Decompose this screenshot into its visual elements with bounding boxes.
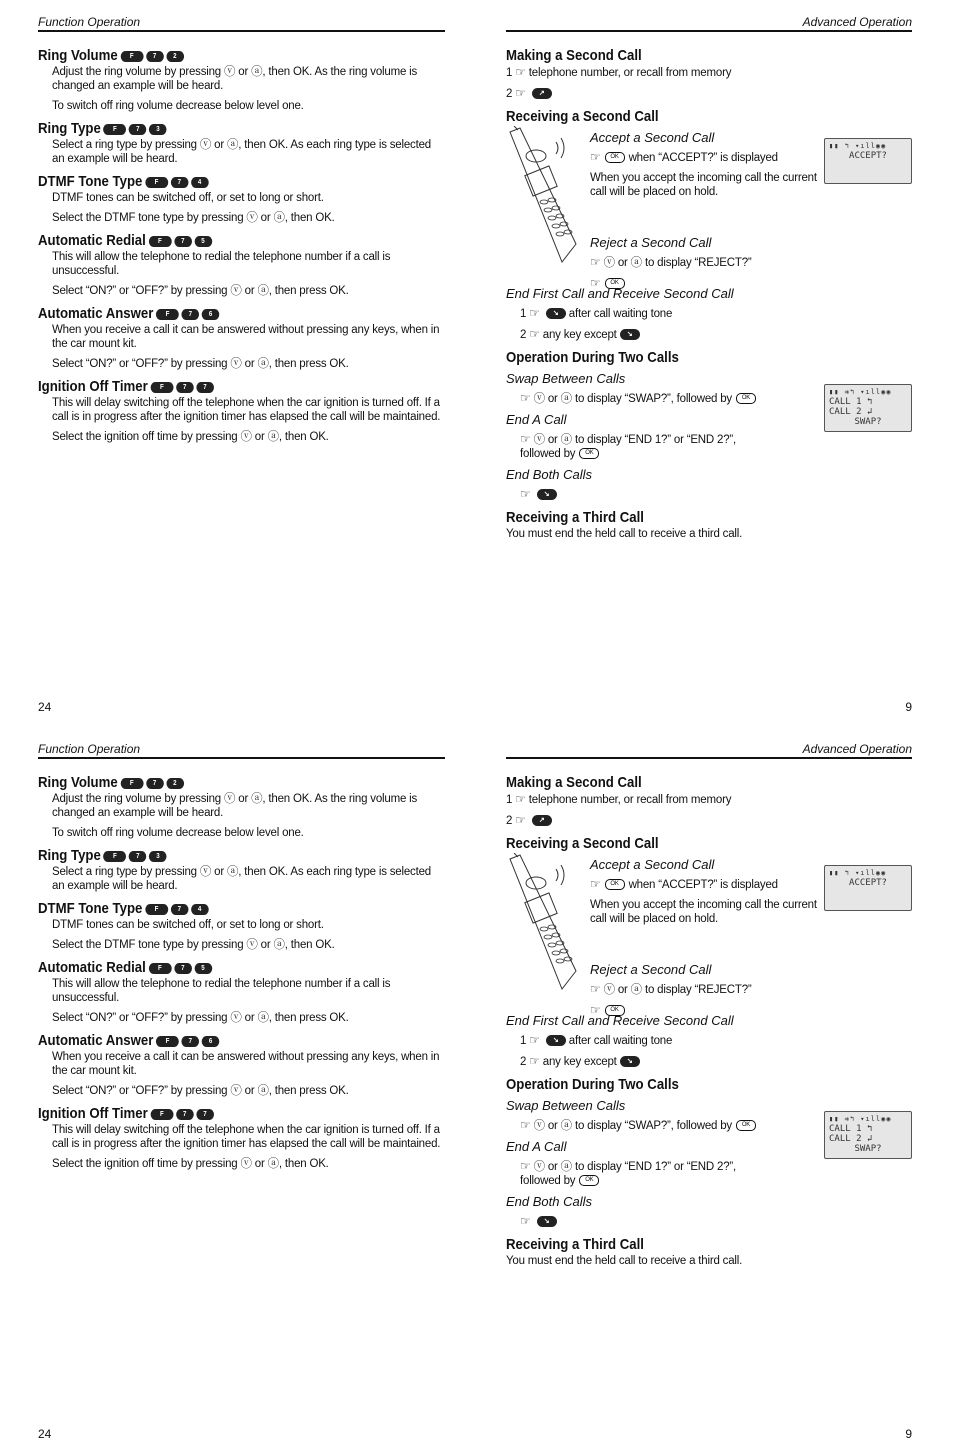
function-key-icon: F [148,236,171,247]
pointing-hand-icon: ☞ [520,391,531,405]
ok-key-icon: OK [736,1120,756,1131]
end-both-instruction [520,487,912,502]
ring-type-heading: Ring Type F 7 3 [38,846,396,865]
third-call-section [506,508,912,541]
ring-volume-off-note: To switch off ring volume decrease below level one. [52,827,304,839]
reject-subheading: Reject a Second Call [590,235,712,250]
dtmf-heading: DTMF Tone Type F 7 4 [38,899,396,918]
accept-reject-block [506,126,912,290]
pointing-hand-icon: ☞ [515,65,526,79]
end-both-subheading: End Both Calls [506,1194,592,1209]
dtmf-section [38,172,445,225]
end-a-call-subheading: End A Call [506,1139,567,1154]
right-page [506,727,912,1454]
dtmf-instructions: Select the DTMF tone type by pressing ⓥ or ⓐ, then OK. [52,939,335,951]
function-key-icon: F [103,124,126,135]
right-page-header: Advanced Operation [506,741,912,759]
pointing-hand-icon: ☞ [590,276,601,290]
function-key-icon: F [156,1036,179,1047]
function-key-icon: F [103,851,126,862]
ignition-timer-heading: Ignition Off Timer F 7 7 [38,377,396,396]
ring-volume-section [38,773,445,840]
auto-answer-section [38,304,445,371]
ok-key-icon: OK [605,278,625,289]
end-key-icon: ↘ [546,308,566,319]
end-both-subheading: End Both Calls [506,467,592,482]
end-first-step-2: 2 ☞ any key except ↘ [520,1054,912,1069]
lcd-status-icons: ▮▮ ↰ ▾ıll◉◉ [829,869,887,877]
pointing-hand-icon: ☞ [520,432,531,446]
lcd-status-icons: ▮▮ ↰ ▾ıll◉◉ [829,142,887,150]
seven-key-icon: 7 [174,963,192,974]
lcd-swap-text: SWAP? [854,1144,882,1154]
making-second-call-heading: Making a Second Call [506,774,642,791]
third-call-section [506,1235,912,1268]
seven-key-icon: 7 [176,1109,194,1120]
ignition-timer-instructions: Select the ignition off time by pressing ⓥ or ⓐ, then OK. [52,431,329,443]
pointing-hand-icon: ☞ [590,877,601,891]
dtmf-section [38,899,445,952]
accept-reject-block [506,853,912,1017]
making-step-1: 1 ☞ telephone number, or recall from memory [506,65,732,79]
auto-answer-instructions: Select “ON?” or “OFF?” by pressing ⓥ or ⓐ, then press OK. [52,1085,349,1097]
left-page-header: Function Operation [38,14,445,32]
receiving-second-call-heading: Receiving a Second Call [506,108,659,125]
making-step-2: 2 ☞ ↗ [506,813,912,828]
accept-reject-text [590,853,826,1024]
lcd-accept-text: ACCEPT? [849,151,887,161]
four-key-icon: 4 [191,904,209,915]
auto-answer-description: When you receive a call it can be answered without pressing any keys, when in the car mount kit. [52,324,440,350]
right-page-header: Advanced Operation [506,14,912,32]
function-key-icon: F [150,382,173,393]
right-page [506,0,912,727]
pointing-hand-icon: ☞ [515,86,526,100]
seven-key-icon: 7 [182,1036,200,1047]
lcd-call-1: CALL 1 ↰ [829,397,873,407]
four-key-icon: 4 [191,177,209,188]
accept-subheading: Accept a Second Call [590,857,715,872]
ring-volume-off-note: To switch off ring volume decrease below level one. [52,100,304,112]
lcd-status-icons: ▮▮ ⇉↰ ▾ıll◉◉ [829,388,892,396]
five-key-icon: 5 [194,236,212,247]
ring-type-heading: Ring Type F 7 3 [38,119,396,138]
reject-subheading: Reject a Second Call [590,962,712,977]
pointing-hand-icon: ☞ [590,1003,601,1017]
accept-instruction: ☞ OK when “ACCEPT?” is displayed [590,150,778,164]
end-key-icon: ↘ [537,489,557,500]
two-calls-heading: Operation During Two Calls [506,1076,679,1093]
accept-reject-text [590,126,826,297]
ok-key-icon: OK [605,1005,625,1016]
receiving-second-call-section [506,107,912,342]
function-key-icon: F [145,904,168,915]
three-key-icon: 3 [149,124,167,135]
end-first-subheading: End First Call and Receive Second Call [506,1013,734,1028]
ring-volume-instructions: Adjust the ring volume by pressing ⓥ or ⓐ, then OK. As the ring volume is changed an example will be heard. [52,793,418,819]
ignition-timer-heading: Ignition Off Timer F 7 7 [38,1104,396,1123]
seven-key-icon: 7 [171,904,189,915]
seven-key-icon: 7 [196,382,214,393]
seven-key-icon: 7 [129,851,147,862]
ok-key-icon: OK [605,152,625,163]
pointing-hand-icon: ☞ [520,1214,531,1228]
swap-subheading: Swap Between Calls [506,371,626,386]
spread-top [0,0,954,727]
pointing-hand-icon: ☞ [515,792,526,806]
ok-key-icon: OK [736,393,756,404]
ring-volume-section [38,46,445,113]
pointing-hand-icon: ☞ [529,1054,540,1068]
auto-answer-section [38,1031,445,1098]
seven-key-icon: 7 [176,382,194,393]
send-key-icon: ↗ [532,88,552,99]
lcd-swap-text: SWAP? [854,417,882,427]
auto-answer-instructions: Select “ON?” or “OFF?” by pressing ⓥ or ⓐ, then press OK. [52,358,349,370]
ring-type-instructions: Select a ring type by pressing ⓥ or ⓐ, then OK. As each ring type is selected an example will be heard. [52,866,431,892]
left-page-content [38,46,445,450]
auto-answer-description: When you receive a call it can be answered without pressing any keys, when in the car mount kit. [52,1051,440,1077]
left-page [38,0,445,727]
function-key-icon: F [148,963,171,974]
swap-subheading: Swap Between Calls [506,1098,626,1113]
ok-key-icon: OK [579,448,599,459]
two-key-icon: 2 [166,51,184,62]
ring-type-section [38,119,445,166]
end-first-step-1: 1 ☞ ↘ after call waiting tone [520,1033,673,1047]
three-key-icon: 3 [149,851,167,862]
seven-key-icon: 7 [182,309,200,320]
mobile-phone-illustration [506,853,580,995]
pointing-hand-icon: ☞ [529,1033,540,1047]
right-page-number: 9 [905,1427,912,1441]
ring-volume-heading: Ring Volume F 7 2 [38,46,396,65]
end-key-icon: ↘ [620,329,640,340]
left-page [38,727,445,1454]
end-both-instruction [520,1214,912,1229]
function-key-icon: F [145,177,168,188]
pointing-hand-icon: ☞ [520,487,531,501]
accept-subheading: Accept a Second Call [590,130,715,145]
making-second-call-section [506,773,912,828]
two-calls-section [506,1075,912,1229]
third-call-heading: Receiving a Third Call [506,509,644,526]
reject-confirm [590,276,826,291]
swap-instruction: ☞ ⓥ or ⓐ to display “SWAP?”, followed by OK [520,391,912,406]
ring-volume-instructions: Adjust the ring volume by pressing ⓥ or ⓐ, then OK. As the ring volume is changed an example will be heard. [52,66,418,92]
end-a-call-subheading: End A Call [506,412,567,427]
pointing-hand-icon: ☞ [590,982,601,996]
pointing-hand-icon: ☞ [520,1118,531,1132]
reject-instruction: ☞ ⓥ or ⓐ to display “REJECT?” [590,982,752,996]
seven-key-icon: 7 [146,51,164,62]
third-call-heading: Receiving a Third Call [506,1236,644,1253]
six-key-icon: 6 [202,1036,220,1047]
pointing-hand-icon: ☞ [590,150,601,164]
lcd-status-icons: ▮▮ ⇉↰ ▾ıll◉◉ [829,1115,892,1123]
lcd-accept-text: ACCEPT? [849,878,887,888]
receiving-second-call-heading: Receiving a Second Call [506,835,659,852]
ring-type-section [38,846,445,893]
auto-redial-section [38,231,445,298]
two-key-icon: 2 [166,778,184,789]
send-key-icon: ↗ [532,815,552,826]
function-key-icon: F [120,778,143,789]
pointing-hand-icon: ☞ [590,255,601,269]
dtmf-heading: DTMF Tone Type F 7 4 [38,172,396,191]
reject-confirm [590,1003,826,1018]
lcd-call-1: CALL 1 ↰ [829,1124,873,1134]
seven-key-icon: 7 [171,177,189,188]
auto-redial-instructions: Select “ON?” or “OFF?” by pressing ⓥ or ⓐ, then press OK. [52,285,349,297]
end-first-step-2: 2 ☞ any key except ↘ [520,327,912,342]
seven-key-icon: 7 [146,778,164,789]
ignition-timer-description: This will delay switching off the telephone when the car ignition is turned off. If a call is in progress after the ignition timer has elapsed the call will be maintained. [52,397,441,423]
swap-instruction: ☞ ⓥ or ⓐ to display “SWAP?”, followed by OK [520,1118,912,1133]
third-call-note: You must end the held call to receive a third call. [506,1255,743,1267]
accept-instruction: ☞ OK when “ACCEPT?” is displayed [590,877,778,891]
two-calls-heading: Operation During Two Calls [506,349,679,366]
third-call-note: You must end the held call to receive a third call. [506,528,743,540]
function-key-icon: F [150,1109,173,1120]
two-calls-section [506,348,912,502]
swap-lcd-display [824,1111,912,1159]
ring-volume-heading: Ring Volume F 7 2 [38,773,396,792]
making-second-call-heading: Making a Second Call [506,47,642,64]
auto-redial-heading: Automatic Redial F 7 5 [38,958,396,977]
left-page-number: 24 [38,1427,52,1441]
ignition-timer-section [38,1104,445,1171]
function-key-icon: F [120,51,143,62]
end-first-subheading: End First Call and Receive Second Call [506,286,734,301]
accept-lcd-display [824,865,912,911]
auto-redial-instructions: Select “ON?” or “OFF?” by pressing ⓥ or ⓐ, then press OK. [52,1012,349,1024]
auto-redial-heading: Automatic Redial F 7 5 [38,231,396,250]
left-page-header: Function Operation [38,741,445,759]
dtmf-description: DTMF tones can be switched off, or set to long or short. [52,192,324,204]
pointing-hand-icon: ☞ [529,327,540,341]
pointing-hand-icon: ☞ [515,813,526,827]
spread-bottom [0,727,954,1454]
five-key-icon: 5 [194,963,212,974]
auto-answer-heading: Automatic Answer F 7 6 [38,304,396,323]
lcd-call-2: CALL 2 ↲ [829,407,873,417]
end-key-icon: ↘ [537,1216,557,1227]
pointing-hand-icon: ☞ [529,306,540,320]
end-a-call-instruction: ☞ ⓥ or ⓐ to display “END 1?” or “END 2?”, followed by OK [520,1159,737,1187]
ignition-timer-description: This will delay switching off the telephone when the car ignition is turned off. If a call is in progress after the ignition timer has elapsed the call will be maintained. [52,1124,441,1150]
six-key-icon: 6 [202,309,220,320]
auto-redial-description: This will allow the telephone to redial the telephone number if a call is unsuccessful. [52,978,391,1004]
receiving-second-call-section [506,834,912,1069]
right-page-number: 9 [905,700,912,714]
making-step-1: 1 ☞ telephone number, or recall from memory [506,792,732,806]
mobile-phone-illustration [506,126,580,268]
ok-key-icon: OK [605,879,625,890]
making-second-call-section [506,46,912,101]
seven-key-icon: 7 [174,236,192,247]
making-step-2: 2 ☞ ↗ [506,86,912,101]
dtmf-instructions: Select the DTMF tone type by pressing ⓥ or ⓐ, then OK. [52,212,335,224]
swap-lcd-display [824,384,912,432]
auto-redial-description: This will allow the telephone to redial the telephone number if a call is unsuccessful. [52,251,391,277]
accept-note: When you accept the incoming call the current call will be placed on hold. [590,172,817,198]
auto-redial-section [38,958,445,1025]
end-key-icon: ↘ [620,1056,640,1067]
right-page-content [506,46,912,547]
reject-instruction: ☞ ⓥ or ⓐ to display “REJECT?” [590,255,752,269]
accept-note: When you accept the incoming call the current call will be placed on hold. [590,899,817,925]
end-first-step-1: 1 ☞ ↘ after call waiting tone [520,306,673,320]
dtmf-description: DTMF tones can be switched off, or set to long or short. [52,919,324,931]
pointing-hand-icon: ☞ [520,1159,531,1173]
auto-answer-heading: Automatic Answer F 7 6 [38,1031,396,1050]
left-page-content [38,773,445,1177]
seven-key-icon: 7 [196,1109,214,1120]
left-page-number: 24 [38,700,52,714]
ok-key-icon: OK [579,1175,599,1186]
accept-lcd-display [824,138,912,184]
end-key-icon: ↘ [546,1035,566,1046]
seven-key-icon: 7 [129,124,147,135]
ignition-timer-section [38,377,445,444]
function-key-icon: F [156,309,179,320]
lcd-call-2: CALL 2 ↲ [829,1134,873,1144]
ignition-timer-instructions: Select the ignition off time by pressing ⓥ or ⓐ, then OK. [52,1158,329,1170]
ring-type-instructions: Select a ring type by pressing ⓥ or ⓐ, then OK. As each ring type is selected an example will be heard. [52,139,431,165]
right-page-content [506,773,912,1274]
end-a-call-instruction: ☞ ⓥ or ⓐ to display “END 1?” or “END 2?”, followed by OK [520,432,737,460]
